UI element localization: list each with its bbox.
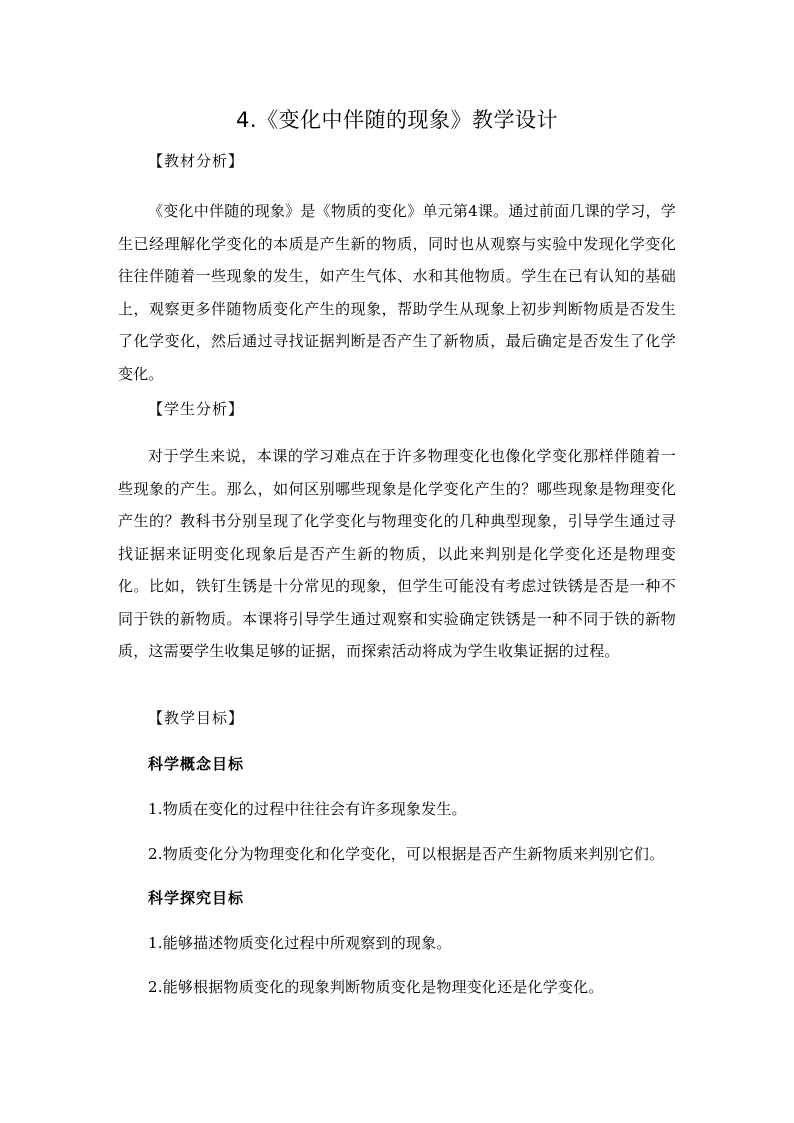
list-item: 2.能够根据物质变化的现象判断物质变化是物理变化还是化学变化。 xyxy=(148,978,604,996)
paragraph-textbook-analysis: 《变化中伴随的现象》是《物质的变化》单元第4课。通过前面几课的学习，学生已经理解化学变化的本质是产生新的物质，同时也从观察与实验中发现化学变化往往伴随着一些现象的发生，如产生气体、水和其他物质。学生在已有认知的基础上，观察更多伴随物质变化产生的现象，帮助学生从现象上初步判断物质是否发生了化学变化，然后通过寻找证据判断是否产生了新物质，最后确定是否发生了化学变化。 xyxy=(118,202,676,383)
document-title: 4.《变化中伴随的现象》教学设计 xyxy=(235,108,559,132)
paragraph-student-analysis: 对于学生来说，本课的学习难点在于许多物理变化也像化学变化那样伴随着一些现象的产生。那么，如何区别哪些现象是化学变化产生的？哪些现象是物理变化产生的？教科书分别呈现了化学变化与物理变化的几种典型现象，引导学生通过寻找证据来证明变化现象后是否产生新的物质，以此来判别是化学变化还是物理变化。比如，铁钉生锈是十分常见的现象，但学生可能没有考虑过铁锈是否是一种不同于铁的新物质。本课将引导学生通过观察和实验确定铁锈是一种不同于铁的新物质，这需要学生收集足够的证据，而探索活动将成为学生收集证据的过程。 xyxy=(118,447,676,660)
list-item: 1.能够描述物质变化过程中所观察到的现象。 xyxy=(148,934,452,952)
list-item: 1.物质在变化的过程中往往会有许多现象发生。 xyxy=(148,800,467,818)
subheading-science-concept-goals: 科学概念目标 xyxy=(148,755,245,773)
section-heading-teaching-objectives: 【教学目标】 xyxy=(148,709,245,727)
list-item: 2.物质变化分为物理变化和化学变化，可以根据是否产生新物质来判别它们。 xyxy=(148,845,665,863)
section-heading-textbook-analysis: 【教材分析】 xyxy=(148,152,245,170)
section-heading-student-analysis: 【学生分析】 xyxy=(148,400,245,418)
subheading-science-inquiry-goals: 科学探究目标 xyxy=(148,889,245,907)
